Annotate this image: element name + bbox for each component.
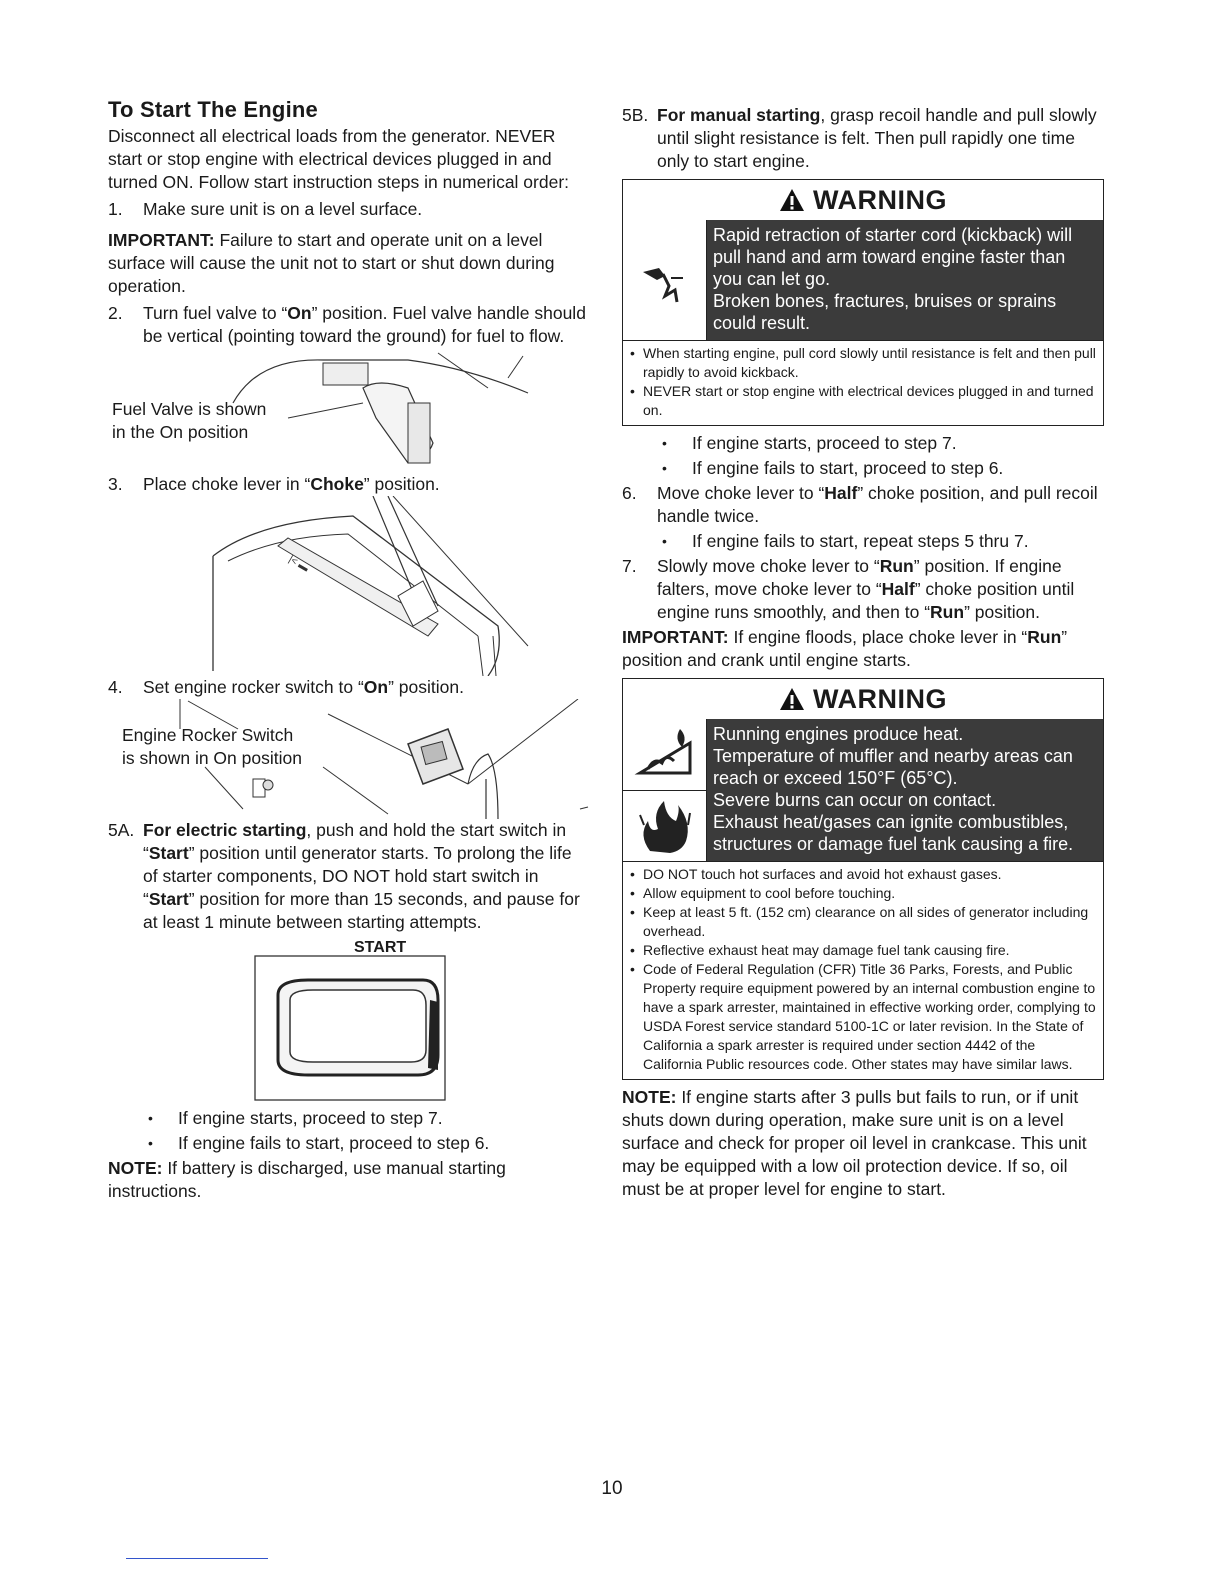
warning-bullet: • NEVER start or stop engine with electrical devices plugged in and turned on. <box>643 382 1097 420</box>
svg-text:|< ▬: |< ▬ <box>286 554 311 575</box>
warning-bullets <box>623 340 1103 425</box>
note-right: NOTE: If engine starts after 3 pulls but fails to run, or if unit shuts down during operation, make sure unit is on a level surface and check for proper oil level in crankcase. This unit may be equipped with a low oil protection device. If so, oil must be at proper level for engine to start. <box>622 1087 1087 1199</box>
step-7: 7. Slowly move choke lever to “Run” position. If engine falters, move choke lever to “Half” choke position until engine runs smoothly, and then to “Run” position. <box>622 556 1075 622</box>
warning-box-kickback <box>622 179 1104 426</box>
warning-bullet: • Allow equipment to cool before touching. <box>643 884 1097 903</box>
hot-surface-icon <box>623 719 707 790</box>
start-switch-illustration <box>108 940 590 1105</box>
warning-bullets <box>623 861 1103 1079</box>
warning-bullet: • Keep at least 5 ft. (152 cm) clearance on all sides of generator including overhead. <box>643 903 1097 941</box>
step-1 <box>108 198 590 221</box>
warning-box-heat <box>622 678 1104 1080</box>
warning-bullet: • Code of Federal Regulation (CFR) Title 36 Parks, Forests, and Public Property require equipment powered by an internal combustion engine to have a spark arrester, maintained in effective working order, complying to USDA Forest service standard 5100-1C or later revision. In the State of California a spark arrester is required under section 4442 of the California Public resources code. Other states may have similar laws. <box>643 960 1097 1074</box>
important-note-2: IMPORTANT: If engine floods, place choke lever in “Run” position and crank until engine starts. <box>622 627 1068 670</box>
rocker-switch-caption: Engine Rocker Switch is shown in On position <box>122 725 302 768</box>
page-number: 10 <box>601 1478 623 1499</box>
important-note-1: IMPORTANT: Failure to start and operate unit on a level surface will cause the unit not to start or shut down during operation. <box>108 230 555 296</box>
warning-message: Rapid retraction of starter cord (kickback) will pull hand and arm toward engine faster than you can let go. Broken bones, fractures, bruises or sprains could result. <box>707 220 1103 340</box>
step-2: 2. Turn fuel valve to “On” position. Fuel valve handle should be vertical (pointing toward the ground) for fuel to flow. <box>108 303 586 346</box>
footer-rule <box>126 1558 268 1559</box>
right-bullet: • If engine fails to start, repeat steps 5 thru 7. <box>622 530 1104 553</box>
left-bullet: • If engine fails to start, proceed to step 6. <box>108 1132 590 1155</box>
warning-triangle-icon <box>779 188 805 212</box>
fuel-valve-caption: Fuel Valve is shown in the On position <box>112 399 267 442</box>
section-title: To Start The Engine <box>108 97 318 122</box>
step-3: 3. Place choke lever in “Choke” position. <box>108 474 440 494</box>
step-4: 4. Set engine rocker switch to “On” position. <box>108 677 464 697</box>
important-label: IMPORTANT: <box>108 230 215 250</box>
intro-paragraph: Disconnect all electrical loads from the generator. NEVER start or stop engine with electrical devices plugged in and turned ON. Follow start instruction steps in numerical order: <box>108 126 570 192</box>
warning-bullet: • DO NOT touch hot surfaces and avoid hot exhaust gases. <box>643 865 1097 884</box>
warning-bullet: • When starting engine, pull cord slowly until resistance is felt and then pull rapidly to avoid kickback. <box>643 344 1097 382</box>
step-5b: 5B. For manual starting, grasp recoil handle and pull slowly until slight resistance is felt. Then pull rapidly one time only to start engine. <box>622 105 1097 171</box>
choke-lever-illustration <box>108 496 590 676</box>
start-switch-figure <box>108 940 590 1105</box>
rocker-switch-figure <box>108 699 590 819</box>
fire-icon <box>623 790 707 862</box>
warning-header: WARNING <box>623 180 1103 220</box>
start-label: START <box>354 939 407 956</box>
step-6: 6. Move choke lever to “Half” choke position, and pull recoil handle twice. <box>622 483 1098 526</box>
note-left: NOTE: If battery is discharged, use manual starting instructions. <box>108 1158 506 1201</box>
right-column <box>622 104 1104 1201</box>
right-bullet: • If engine fails to start, proceed to step 6. <box>622 457 1104 480</box>
warning-header: WARNING <box>623 679 1103 719</box>
fuel-valve-figure <box>108 348 590 473</box>
warning-triangle-icon <box>779 687 805 711</box>
step-5a: 5A. For electric starting, push and hold the start switch in “Start” position until generator starts. To prolong the life of starter components, DO NOT hold start switch in “Start” position for more than 15 seconds, and pause for at least 1 minute between starting attempts. <box>108 820 580 932</box>
left-bullet: • If engine starts, proceed to step 7. <box>108 1107 590 1130</box>
right-bullet: • If engine starts, proceed to step 7. <box>622 432 1104 455</box>
step-text: Make sure unit is on a level surface. <box>143 199 423 219</box>
kickback-hand-icon <box>623 220 707 340</box>
warning-bullet: • Reflective exhaust heat may damage fuel tank causing fire. <box>643 941 1097 960</box>
warning-message: Running engines produce heat. Temperature of muffler and nearby areas can reach or exceed 150°F (65°C). Severe burns can occur on contact. Exhaust heat/gases can ignite combustibles, structures or damage fuel tank causing a fire. <box>707 719 1103 861</box>
left-column <box>108 98 590 1203</box>
step-number: 1. <box>108 199 123 219</box>
choke-lever-figure <box>108 496 590 676</box>
